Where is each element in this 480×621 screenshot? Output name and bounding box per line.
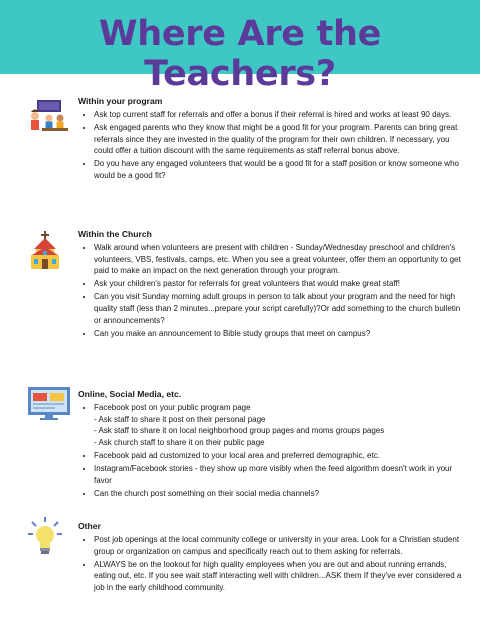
classroom-icon bbox=[28, 98, 70, 139]
church-icon bbox=[28, 231, 62, 276]
bullet-list bbox=[78, 534, 468, 593]
computer-icon bbox=[28, 387, 70, 426]
section-content bbox=[78, 389, 468, 501]
section-title: Within your program bbox=[78, 96, 163, 106]
bullet-list bbox=[78, 242, 468, 339]
section-content bbox=[78, 521, 468, 595]
section-content bbox=[78, 96, 468, 183]
bullet-list bbox=[78, 109, 468, 182]
list-item: • Ask your children's pastor for referrals for great volunteers that would make great staff! bbox=[94, 278, 468, 290]
section-title: Within the Church bbox=[78, 229, 152, 239]
list-item: • Can you visit Sunday morning adult groups in person to talk about your program and the need for high quality staff (less than 2 minutes...prepare your script carefully)?Or add something to the church bulletin or announcements? bbox=[94, 291, 468, 326]
section-title: Online, Social Media, etc. bbox=[78, 389, 182, 399]
list-item: • Walk around when volunteers are present with children - Sunday/Wednesday preschool and children's volunteers, VBS, festivals, camps, etc. When you see a great volunteer, offer them an opportunity to get paid to make an impact on the next generation through your program. bbox=[94, 242, 468, 277]
list-item: • Ask engaged parents who they know that might be a good fit for your program. Parents can bring great referrals since they are invested in the quality of the program for their own children. If necessary, you could offer a tuition discount with the same requirements as staff referral bonus above. bbox=[94, 122, 468, 157]
sub-item: - Ask church staff to share it on their public page bbox=[94, 437, 265, 447]
list-item: • Ask top current staff for referrals and offer a bonus if their referral is hired and works at least 90 days. bbox=[94, 109, 468, 121]
sub-item: - Ask staff to share it post on their personal page bbox=[94, 414, 266, 424]
list-item: • Facebook paid ad customized to your local area and preferred demographic, etc. bbox=[94, 450, 468, 462]
list-item: • Do you have any engaged volunteers that would be a good fit for a staff position or know someone who would be a good fit? bbox=[94, 158, 468, 181]
list-item bbox=[94, 402, 468, 448]
section-title: Other bbox=[78, 521, 101, 531]
list-item: • Can you make an announcement to Bible study groups that meet on campus? bbox=[94, 328, 468, 340]
sub-item: - Ask staff to share it on local neighborhood group pages and moms groups pages bbox=[94, 426, 385, 436]
bullet-list bbox=[78, 402, 468, 499]
lightbulb-icon bbox=[28, 517, 62, 562]
section-content bbox=[78, 229, 468, 341]
list-item: • ALWAYS be on the lookout for high quality employees when you are out and about running errands, eating out, etc. If you see wait staff interacting well with children...ASK them If they've ever considered a job in the early childhood community. bbox=[94, 559, 468, 594]
title-banner bbox=[0, 0, 480, 94]
list-item: • Post job openings at the local community college or university in your area. Look for a Christian student group or organization on campus and specifically reach out to them asking for referrals. bbox=[94, 534, 468, 557]
list-item: • Instagram/Facebook stories - they show up more visibly when the feed algorithm doesn't work in your favor bbox=[94, 463, 468, 486]
list-item-text: Facebook post on your public program page bbox=[94, 403, 251, 412]
list-item: • Can the church post something on their social media channels? bbox=[94, 488, 468, 500]
page-title: Where Are the Teachers? bbox=[98, 14, 382, 94]
